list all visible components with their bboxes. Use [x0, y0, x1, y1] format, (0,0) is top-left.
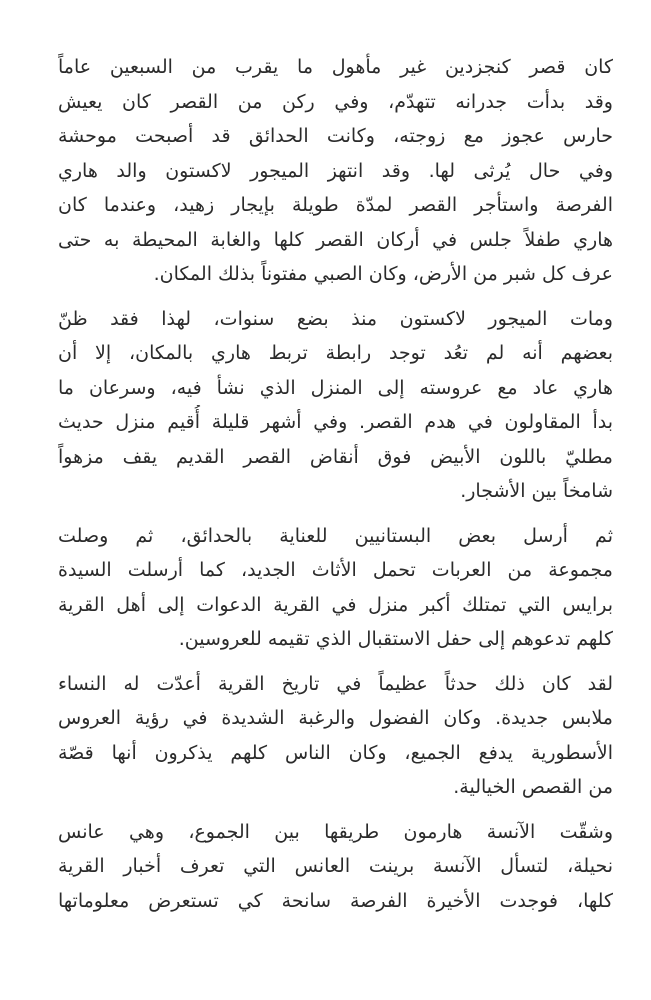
paragraph-3 [58, 519, 613, 657]
text-line: برايس التي تمتلك أكبر منزل في القرية الدعوات إلى أهل القرية [58, 593, 613, 616]
text-line: وشقّت الآنسة هارمون طريقها بين الجموع، وهي عانس [58, 820, 613, 843]
text-line: مجموعة من العربات تحمل الأثاث الجديد، كما أرسلت السيدة [58, 559, 613, 581]
text-line: كان قصر كنجزدين غير مأهول ما يقرب من السبعين عاماً [58, 56, 613, 78]
text-line: نحيلة، لتسأل الآنسة برينت العانس التي تعرف أخبار القرية [58, 855, 613, 877]
text-line: بدأ المقاولون في هدم القصر. وفي أشهر قليلة أُقيم منزل حديث [58, 411, 613, 433]
paragraph-1 [58, 50, 613, 292]
text-line: لقد كان ذلك حدثاً عظيماً في تاريخ القرية أعدّت له النساء [58, 672, 613, 695]
text-line: وقد بدأت جدرانه تتهدّم، وفي ركن من القصر كان يعيش [58, 90, 613, 113]
text-line: مطليّ باللون الأبيض فوق أنقاض القصر القديم يقف مزهواً [58, 445, 613, 468]
text-line: ثم أرسل بعض البستانيين للعناية بالحدائق، ثم وصلت [58, 524, 613, 547]
text-line: ملابس جديدة. وكان الفضول والرغبة الشديدة في رؤية العروس [58, 707, 613, 729]
text-line: ومات الميجور لاكستون منذ بضع سنوات، لهذا فقد ظنّ [58, 307, 613, 330]
text-line: الأسطورية يدفع الجميع، وكان الناس كلهم يذكرون أنها قصّة [58, 741, 613, 764]
page-text [58, 50, 613, 928]
text-line: حارس عجوز مع زوجته، وكانت الحدائق قد أصبحت موحشة [58, 125, 613, 147]
text-line: شامخاً بين الأشجار. [460, 480, 613, 502]
paragraph-4 [58, 667, 613, 805]
text-line: بعضهم أنه لم تعُد توجد رابطة تربط هاري بالمكان، إلا أن [58, 342, 613, 364]
paragraph-5 [58, 815, 613, 919]
text-line: وفي حال يُرثى لها. وقد انتهز الميجور لاكستون والد هاري [58, 159, 613, 182]
paragraph-2 [58, 302, 613, 509]
text-line: كلها، فوجدت الأخيرة الفرصة سانحة كي تستعرض معلوماتها [58, 889, 613, 912]
text-line: عرف كل شبر من الأرض، وكان الصبي مفتوناً بذلك المكان. [153, 263, 613, 285]
text-line: هاري عاد مع عروسته إلى المنزل الذي نشأ فيه، وسرعان ما [58, 376, 613, 399]
text-line: الفرصة واستأجر القصر لمدّة طويلة بإيجار زهيد، وعندما كان [58, 194, 613, 216]
text-line: من القصص الخيالية. [453, 776, 613, 798]
text-line: هاري طفلاً جلس في أركان القصر كلها والغابة المحيطة به حتى [58, 228, 613, 251]
text-line: كلهم تدعوهم إلى حفل الاستقبال الذي تقيمه للعروسين. [178, 628, 613, 650]
